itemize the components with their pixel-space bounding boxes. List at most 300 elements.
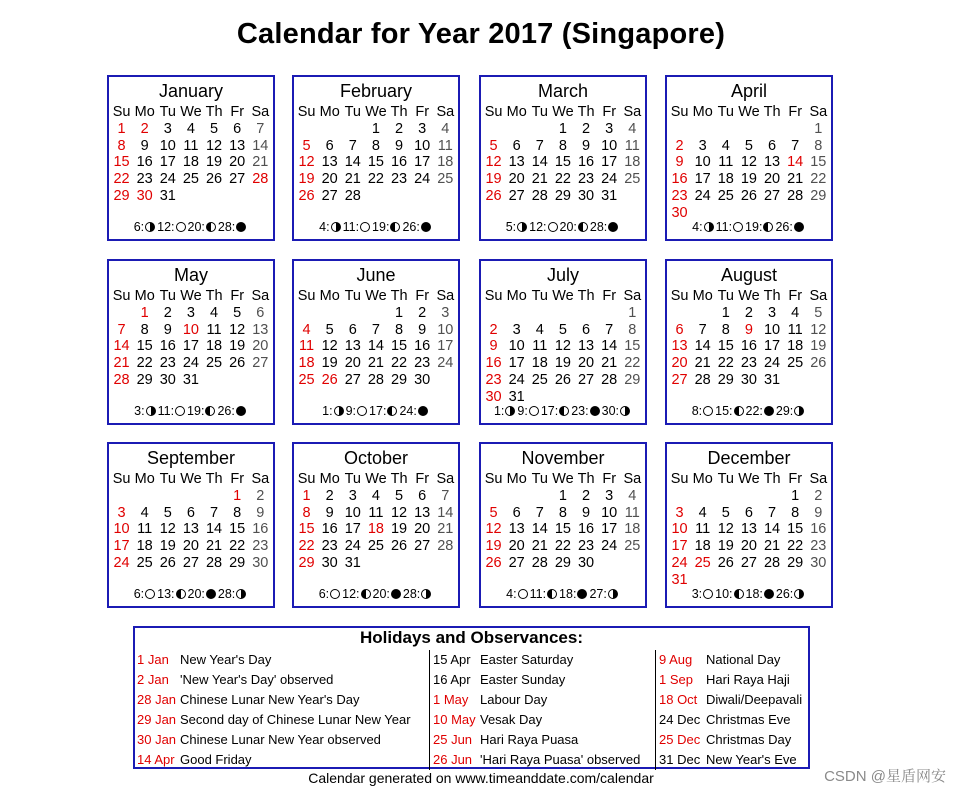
day-cell: 12 <box>740 154 757 171</box>
first-moon-icon <box>145 222 155 232</box>
day-cell: 6 <box>768 137 777 154</box>
day-cell: 9 <box>325 504 334 521</box>
weekday-header: We <box>738 288 760 304</box>
day-cell: 2 <box>256 487 265 504</box>
day-cell: 24 <box>508 371 525 388</box>
holiday-name: Good Friday <box>180 752 252 767</box>
day-cell: 28 <box>113 371 130 388</box>
day-cell: 2 <box>744 304 753 321</box>
month-name: October <box>343 448 409 468</box>
full-moon-icon <box>529 406 539 416</box>
moon-phase-day: 22: <box>745 404 763 418</box>
day-cell: 11 <box>624 137 640 154</box>
day-cell: 29 <box>229 554 246 571</box>
holiday-row <box>430 710 656 730</box>
day-cell: 2 <box>140 120 149 137</box>
moon-phases <box>667 219 831 235</box>
weekday-header: Fr <box>230 471 245 487</box>
full-moon-icon <box>360 222 370 232</box>
weekday-header: Tu <box>717 471 734 487</box>
day-cell: 3 <box>348 487 357 504</box>
day-cell: 18 <box>182 154 199 171</box>
day-cell: 17 <box>671 538 688 555</box>
day-cell: 17 <box>763 338 781 355</box>
day-cell: 10 <box>763 321 781 338</box>
day-cell: 4 <box>628 120 637 137</box>
moon-phases <box>481 219 645 235</box>
day-cell: 3 <box>512 321 521 338</box>
holidays-column-1 <box>135 650 427 770</box>
day-cell: 3 <box>441 304 450 321</box>
empty-cell <box>691 488 714 505</box>
weekday-header: We <box>365 288 387 304</box>
weekday-header: Sa <box>436 288 455 304</box>
empty-cell <box>551 305 574 322</box>
day-cell: 5 <box>302 137 311 154</box>
day-cell: 31 <box>763 371 781 388</box>
month-august <box>665 259 833 425</box>
weekday-header: We <box>552 288 574 304</box>
weekday-header: Sa <box>623 471 642 487</box>
day-cell: 14 <box>694 338 711 355</box>
empty-cell <box>598 305 621 322</box>
day-cell: 20 <box>252 338 269 355</box>
day-cell: 8 <box>558 137 567 154</box>
day-grid <box>110 288 272 389</box>
day-grid <box>295 471 457 572</box>
day-cell: 27 <box>182 554 199 571</box>
weekday-header: Su <box>297 471 316 487</box>
moon-phases <box>294 219 458 235</box>
day-cell: 27 <box>321 187 338 204</box>
day-cell: 30 <box>740 371 757 388</box>
day-cell: 27 <box>740 554 757 571</box>
moon-phases <box>481 403 645 419</box>
day-cell: 2 <box>582 487 591 504</box>
day-cell: 19 <box>485 538 502 555</box>
day-cell: 22 <box>113 171 130 188</box>
weekday-header: Tu <box>344 288 361 304</box>
day-cell: 19 <box>717 538 734 555</box>
empty-cell <box>482 305 505 322</box>
weekday-header: Mo <box>319 104 340 120</box>
weekday-header: Su <box>112 104 131 120</box>
day-cell: 20 <box>508 538 525 555</box>
weekday-header: Sa <box>251 471 270 487</box>
day-cell: 6 <box>325 137 334 154</box>
day-cell: 16 <box>159 338 176 355</box>
full-moon-icon <box>518 589 528 599</box>
day-cell: 4 <box>302 321 311 338</box>
weekday-header: Sa <box>251 288 270 304</box>
last-moon-icon <box>734 589 744 599</box>
day-cell: 5 <box>814 304 823 321</box>
day-cell: 10 <box>159 137 176 154</box>
day-cell: 13 <box>508 521 525 538</box>
last-moon-icon <box>734 406 744 416</box>
day-cell: 14 <box>344 154 361 171</box>
month-april <box>665 75 833 241</box>
day-cell: 8 <box>233 504 242 521</box>
day-cell: 11 <box>137 521 153 538</box>
holiday-date: 24 Dec <box>659 712 701 727</box>
day-cell: 24 <box>601 171 618 188</box>
day-cell: 4 <box>721 137 730 154</box>
day-cell: 6 <box>744 504 753 521</box>
weekday-header: We <box>180 104 202 120</box>
day-grid <box>482 288 644 406</box>
weekday-header: Mo <box>692 104 713 120</box>
day-cell: 14 <box>252 137 269 154</box>
weekday-header: Sa <box>251 104 270 120</box>
day-cell: 15 <box>113 154 130 171</box>
day-cell: 7 <box>371 321 380 338</box>
empty-cell <box>179 488 202 505</box>
day-cell: 28 <box>367 371 384 388</box>
day-cell: 4 <box>791 304 800 321</box>
day-cell: 9 <box>418 321 427 338</box>
day-cell: 4 <box>371 487 380 504</box>
day-cell: 7 <box>117 321 126 338</box>
day-grid <box>668 471 830 589</box>
day-cell: 20 <box>740 538 757 555</box>
moon-phase-day: 24: <box>399 404 417 418</box>
holidays-column-2 <box>429 650 656 770</box>
holiday-date: 2 Jan <box>137 672 169 687</box>
day-cell: 8 <box>140 321 149 338</box>
day-cell: 12 <box>717 521 734 538</box>
day-cell: 25 <box>367 538 384 555</box>
moon-phases <box>109 403 273 419</box>
day-cell: 22 <box>554 171 571 188</box>
new-moon-icon <box>590 406 600 416</box>
weekday-header: Th <box>390 471 408 487</box>
day-cell: 28 <box>531 187 548 204</box>
day-cell: 13 <box>321 154 338 171</box>
day-cell: 15 <box>367 154 384 171</box>
holiday-name: New Year's Eve <box>706 752 797 767</box>
moon-phases <box>294 403 458 419</box>
day-cell: 30 <box>671 204 688 221</box>
last-moon-icon <box>547 589 557 599</box>
day-cell: 21 <box>787 171 804 188</box>
day-cell: 13 <box>763 154 781 171</box>
day-cell: 30 <box>577 554 595 571</box>
page-title: Calendar for Year 2017 (Singapore) <box>236 18 726 50</box>
first-moon-icon <box>620 406 630 416</box>
day-cell: 11 <box>368 504 384 521</box>
day-cell: 17 <box>437 338 454 355</box>
day-cell: 28 <box>205 554 223 571</box>
holiday-date: 26 Jun <box>433 752 473 767</box>
weekday-header: We <box>365 471 387 487</box>
holiday-row <box>430 750 656 770</box>
day-grid <box>482 471 644 572</box>
weekday-header: Su <box>670 104 689 120</box>
day-cell: 21 <box>344 171 361 188</box>
moon-phase-day: 28: <box>217 587 236 601</box>
moon-phase-day: 19: <box>745 220 763 234</box>
empty-cell <box>364 305 387 322</box>
day-cell: 4 <box>535 321 544 338</box>
empty-cell <box>714 121 737 138</box>
day-cell: 13 <box>414 504 431 521</box>
holiday-row <box>135 710 427 730</box>
holiday-row <box>656 670 809 690</box>
moon-phase-day: 27: <box>589 587 607 601</box>
day-cell: 3 <box>675 504 684 521</box>
day-cell: 27 <box>577 371 595 388</box>
first-moon-icon <box>421 589 431 599</box>
month-name: February <box>339 81 413 101</box>
day-cell: 13 <box>182 521 199 538</box>
day-cell: 17 <box>601 521 618 538</box>
weekday-header: Tu <box>344 104 361 120</box>
first-moon-icon <box>505 406 515 416</box>
weekday-header: Mo <box>692 471 713 487</box>
day-cell: 21 <box>531 538 548 555</box>
day-cell: 8 <box>371 137 380 154</box>
day-cell: 25 <box>717 187 734 204</box>
weekday-header: We <box>738 471 760 487</box>
day-cell: 25 <box>298 371 315 388</box>
day-cell: 5 <box>744 137 753 154</box>
day-cell: 7 <box>605 321 614 338</box>
moon-phase-day: 20: <box>187 220 205 234</box>
day-cell: 4 <box>698 504 707 521</box>
holiday-row <box>135 730 427 750</box>
last-moon-icon <box>205 406 215 416</box>
moon-phase-day: 1: <box>322 404 333 418</box>
day-cell: 19 <box>298 171 315 188</box>
day-cell: 9 <box>395 137 404 154</box>
weekday-header: Fr <box>602 288 617 304</box>
day-cell: 3 <box>605 487 614 504</box>
day-cell: 9 <box>489 338 498 355</box>
day-cell: 29 <box>390 371 408 388</box>
day-cell: 31 <box>601 187 618 204</box>
last-moon-icon <box>387 406 397 416</box>
day-cell: 7 <box>210 504 219 521</box>
month-january <box>107 75 275 241</box>
weekday-header: Fr <box>788 288 803 304</box>
day-cell: 10 <box>671 521 688 538</box>
day-cell: 19 <box>740 171 757 188</box>
month-name: January <box>158 81 224 101</box>
day-cell: 25 <box>624 171 641 188</box>
day-cell: 24 <box>694 187 711 204</box>
day-cell: 6 <box>418 487 427 504</box>
day-cell: 26 <box>740 187 757 204</box>
empty-cell <box>737 121 760 138</box>
weekday-header: Sa <box>436 471 455 487</box>
holiday-date: 1 May <box>433 692 469 707</box>
day-cell: 10 <box>694 154 711 171</box>
day-cell: 6 <box>675 321 684 338</box>
weekday-header: Fr <box>415 104 430 120</box>
day-cell: 10 <box>508 338 525 355</box>
empty-cell <box>575 305 598 322</box>
last-moon-icon <box>763 222 773 232</box>
day-cell: 22 <box>810 171 827 188</box>
weekday-header: Tu <box>717 288 734 304</box>
day-cell: 10 <box>437 321 454 338</box>
moon-phase-day: 6: <box>133 220 145 234</box>
day-cell: 27 <box>508 187 525 204</box>
moon-phases <box>109 586 273 602</box>
day-cell: 12 <box>205 137 223 154</box>
day-cell: 1 <box>233 487 242 504</box>
moon-phase-day: 15: <box>715 404 733 418</box>
month-march <box>479 75 647 241</box>
day-cell: 13 <box>508 154 525 171</box>
first-moon-icon <box>146 406 156 416</box>
holiday-row <box>656 710 809 730</box>
weekday-header: Th <box>205 288 223 304</box>
day-cell: 15 <box>554 521 571 538</box>
day-cell: 15 <box>390 338 408 355</box>
day-cell: 17 <box>694 171 711 188</box>
day-cell: 21 <box>763 538 781 555</box>
month-october <box>292 442 460 608</box>
holiday-date: 16 Apr <box>433 672 471 687</box>
full-moon-icon <box>703 406 713 416</box>
day-cell: 16 <box>136 154 153 171</box>
day-cell: 10 <box>601 137 618 154</box>
empty-cell <box>203 488 226 505</box>
moon-phase-day: 11: <box>157 404 175 418</box>
day-cell: 5 <box>325 321 334 338</box>
day-cell: 9 <box>163 321 172 338</box>
day-cell: 8 <box>302 504 311 521</box>
day-cell: 20 <box>508 171 525 188</box>
empty-cell <box>505 488 528 505</box>
day-cell: 9 <box>744 321 753 338</box>
empty-cell <box>528 305 551 322</box>
day-cell: 18 <box>205 338 223 355</box>
moon-phase-day: 30: <box>601 404 620 418</box>
day-cell: 25 <box>531 371 548 388</box>
day-cell: 26 <box>485 554 502 571</box>
day-cell: 11 <box>183 137 199 154</box>
day-cell: 21 <box>367 355 384 372</box>
day-cell: 12 <box>485 521 502 538</box>
empty-cell <box>110 488 133 505</box>
day-cell: 15 <box>229 521 246 538</box>
day-cell: 18 <box>531 355 548 372</box>
day-cell: 28 <box>763 554 781 571</box>
weekday-header: Fr <box>415 471 430 487</box>
day-cell: 2 <box>489 321 498 338</box>
weekday-header: Fr <box>788 471 803 487</box>
weekday-header: Su <box>484 288 503 304</box>
full-moon-icon <box>357 406 367 416</box>
day-cell: 7 <box>535 504 544 521</box>
weekday-header: Fr <box>602 471 617 487</box>
day-cell: 26 <box>485 187 502 204</box>
day-cell: 12 <box>810 321 827 338</box>
day-cell: 23 <box>577 171 595 188</box>
holiday-name: Easter Sunday <box>480 672 566 687</box>
day-cell: 25 <box>205 355 223 372</box>
empty-cell <box>318 305 341 322</box>
day-cell: 30 <box>414 371 431 388</box>
moon-phase-day: 19: <box>372 220 390 234</box>
day-cell: 13 <box>671 338 688 355</box>
weekday-header: Mo <box>134 104 155 120</box>
day-cell: 28 <box>252 171 269 188</box>
weekday-header: Sa <box>436 104 455 120</box>
day-cell: 6 <box>256 304 265 321</box>
empty-cell <box>668 488 691 505</box>
day-cell: 8 <box>791 504 800 521</box>
day-cell: 5 <box>163 504 172 521</box>
day-cell: 18 <box>717 171 734 188</box>
day-cell: 7 <box>256 120 265 137</box>
moon-phases <box>667 403 831 419</box>
weekday-header: Th <box>390 288 408 304</box>
day-cell: 21 <box>252 154 269 171</box>
day-cell: 1 <box>371 120 380 137</box>
day-cell: 1 <box>558 487 567 504</box>
first-moon-icon <box>704 222 714 232</box>
holiday-name: Hari Raya Haji <box>706 672 790 687</box>
day-cell: 20 <box>577 355 595 372</box>
day-cell: 14 <box>601 338 618 355</box>
day-cell: 6 <box>582 321 591 338</box>
weekday-header: Tu <box>159 104 176 120</box>
day-cell: 24 <box>437 355 454 372</box>
watermark: CSDN @星盾网安 <box>824 768 946 785</box>
day-cell: 26 <box>717 554 734 571</box>
day-cell: 19 <box>390 521 408 538</box>
day-cell: 8 <box>395 321 404 338</box>
day-cell: 20 <box>229 154 246 171</box>
moon-phase-day: 8: <box>691 404 703 418</box>
day-cell: 29 <box>810 187 827 204</box>
day-cell: 28 <box>601 371 618 388</box>
weekday-header: Th <box>390 104 408 120</box>
weekday-header: Mo <box>319 471 340 487</box>
day-cell: 27 <box>763 187 781 204</box>
moon-phase-day: 6: <box>318 587 330 601</box>
moon-phase-day: 10: <box>715 587 733 601</box>
moon-phase-day: 26: <box>217 404 235 418</box>
first-moon-icon <box>236 589 246 599</box>
day-cell: 1 <box>814 120 823 137</box>
new-moon-icon <box>206 589 216 599</box>
month-november <box>479 442 647 608</box>
day-cell: 18 <box>624 154 641 171</box>
day-cell: 25 <box>437 171 454 188</box>
day-cell: 20 <box>344 355 361 372</box>
day-cell: 17 <box>601 154 618 171</box>
day-cell: 3 <box>186 304 195 321</box>
empty-cell <box>295 121 318 138</box>
day-cell: 27 <box>252 355 269 372</box>
day-cell: 27 <box>671 371 688 388</box>
day-cell: 13 <box>577 338 595 355</box>
day-cell: 14 <box>367 338 384 355</box>
first-moon-icon <box>794 406 804 416</box>
day-cell: 12 <box>159 521 176 538</box>
first-moon-icon <box>517 222 527 232</box>
day-cell: 8 <box>721 321 730 338</box>
holiday-name: Christmas Day <box>706 732 792 747</box>
day-cell: 10 <box>601 504 618 521</box>
day-cell: 10 <box>344 504 361 521</box>
moon-phase-day: 20: <box>372 587 390 601</box>
